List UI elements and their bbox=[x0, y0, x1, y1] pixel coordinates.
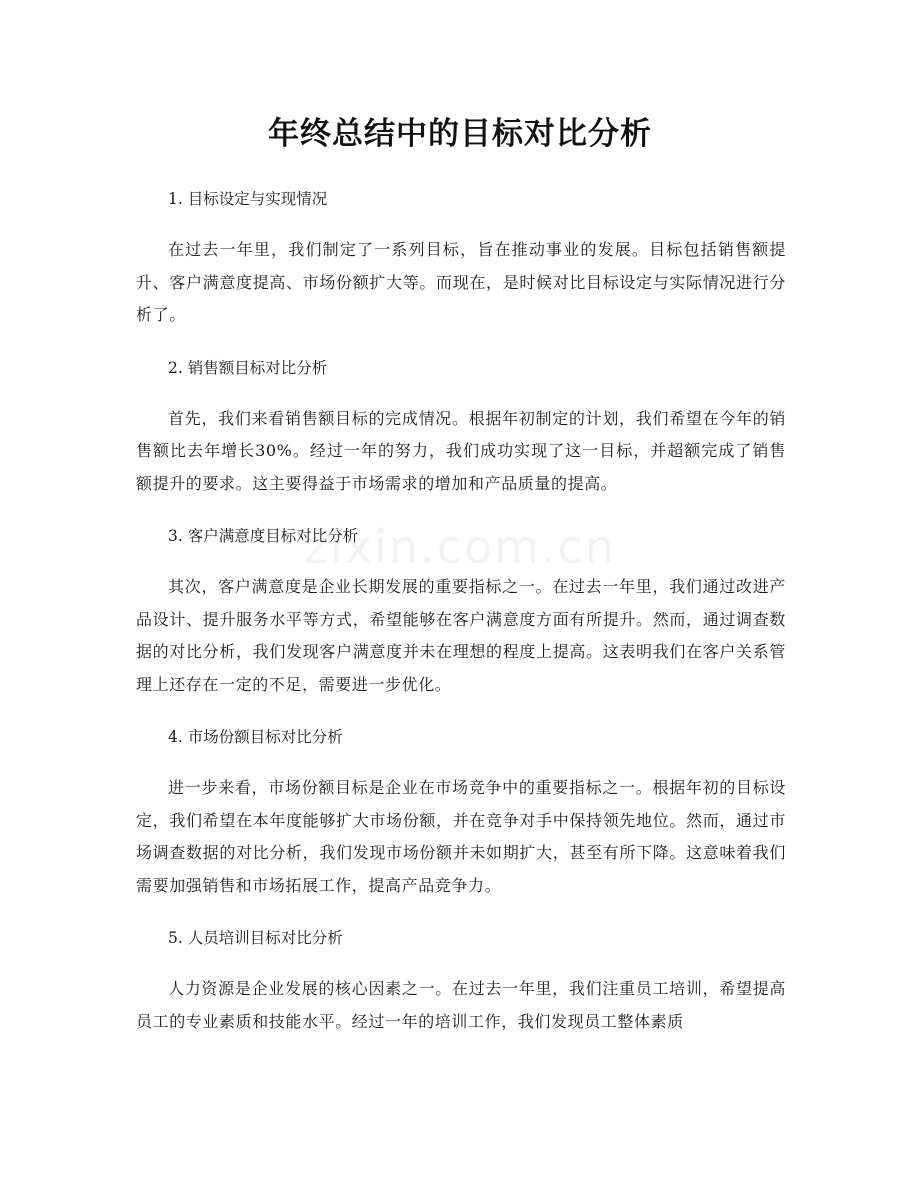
document-title: 年终总结中的目标对比分析 bbox=[268, 116, 652, 152]
section-paragraph: 在过去一年里，我们制定了一系列目标，旨在推动事业的发展。目标包括销售额提升、客户满意度提高、市场份额扩大等。而现在，是时候对比目标设定与实际情况进行分析了。 bbox=[136, 240, 786, 324]
section-sales bbox=[136, 352, 786, 501]
section-heading: 1. 目标设定与实现情况 bbox=[168, 190, 328, 208]
document-body bbox=[136, 183, 786, 1058]
section-goal-setting bbox=[136, 183, 786, 332]
section-paragraph: 进一步来看，市场份额目标是企业在市场竞争中的重要指标之一。根据年初的目标设定，我们希望在本年度能够扩大市场份额，并在竞争对手中保持领先地位。然而，通过市场调查数据的对比分析，我们发现市场份额并未如期扩大，甚至有所下降。这意味着我们需要加强销售和市场拓展工作，提高产品竞争力。 bbox=[136, 778, 786, 895]
section-paragraph: 首先，我们来看销售额目标的完成情况。根据年初制定的计划，我们希望在今年的销售额比去年增长30%。经过一年的努力，我们成功实现了这一目标，并超额完成了销售额提升的要求。这主要得益于市场需求的增加和产品质量的提高。 bbox=[136, 408, 786, 493]
watermark: zixin.com.cn bbox=[303, 520, 617, 574]
section-staff-training bbox=[136, 922, 786, 1038]
section-heading: 4. 市场份额目标对比分析 bbox=[168, 728, 343, 746]
section-heading: 5. 人员培训目标对比分析 bbox=[168, 929, 343, 947]
section-paragraph: 人力资源是企业发展的核心因素之一。在过去一年里，我们注重员工培训，希望提高员工的专业素质和技能水平。经过一年的培训工作，我们发现员工整体素质 bbox=[136, 979, 786, 1031]
section-heading: 2. 销售额目标对比分析 bbox=[168, 358, 328, 377]
section-paragraph: 其次，客户满意度是企业长期发展的重要指标之一。在过去一年里，我们通过改进产品设计、提升服务水平等方式，希望能够在客户满意度方面有所提升。然而，通过调查数据的对比分析，我们发现客户满意度并未在理想的程度上提高。这表明我们在客户关系管理上还存在一定的不足，需要进一步优化。 bbox=[136, 577, 786, 694]
section-market-share bbox=[136, 721, 786, 902]
section-customer-satisfaction bbox=[136, 520, 786, 701]
section-heading: 3. 客户满意度目标对比分析 bbox=[168, 527, 359, 545]
